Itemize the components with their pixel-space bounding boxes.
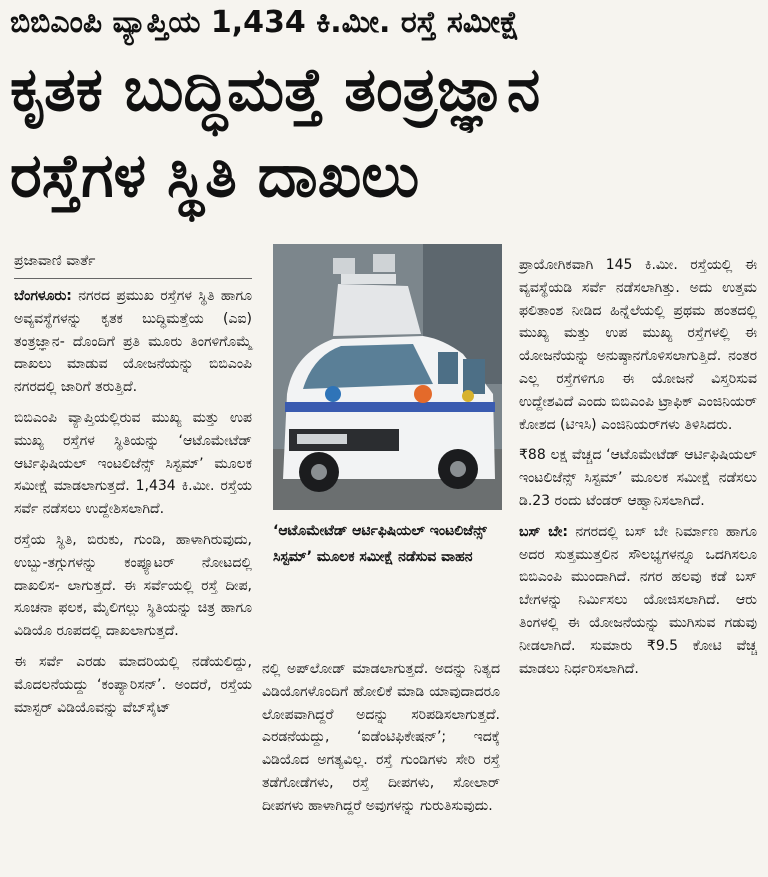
kicker: ಬಿಬಿಎಂಪಿ ವ್ಯಾಪ್ತಿಯ 1,434 ಕಿ.ಮೀ. ರಸ್ತೆ ಸಮೀಕ್ಷೆ bbox=[10, 5, 520, 40]
van-illustration bbox=[273, 244, 502, 510]
paragraph: ರಸ್ತೆಯ ಸ್ಥಿತಿ, ಬಿರುಕು, ಗುಂಡಿ, ಹಾಳಾಗಿರುವುದು, ಉಬ್ಬು-ತಗ್ಗುಗಳನ್ನು ಕಂಪ್ಯೂಟರ್ ನೋಟದಲ್ಲಿ ದಾಖಲಿಸ- ಲಾಗುತ್ತದೆ. ಈ ಸರ್ವೆಯಲ್ಲಿ ರಸ್ತೆ ದೀಪ, ಸೂಚನಾ ಫಲಕ, ಮೈಲಿಗಲ್ಲು ಸ್ಥಿತಿಯನ್ನು ಚಿತ್ರ ಹಾಗೂ ವಿಡಿಯೊ ರೂಪದಲ್ಲಿ ದಾಖಲಾಗುತ್ತದೆ. bbox=[14, 531, 252, 640]
paragraph bbox=[519, 521, 757, 681]
column-1 bbox=[14, 250, 252, 727]
paragraph-text: ನಗರದಲ್ಲಿ ಬಸ್ ಬೇ ನಿರ್ಮಾಣ ಹಾಗೂ ಅದರ ಸುತ್ತಮುತ್ತಲಿನ ಸೌಲಭ್ಯಗಳನ್ನೂ ಒದಗಿಸಲೂ ಬಿಬಿಎಂಪಿ ಮುಂದಾಗಿದೆ. ನಗರ ಹಲವು ಕಡೆ ಬಸ್ ಬೇಗಳನ್ನು ನಿರ್ಮಿಸಲು ಯೋಜಿಸಲಾಗಿದೆ. ಆರು ತಿಂಗಳಲ್ಲಿ ಈ ಯೋಜನೆಯನ್ನು ಮುಗಿಸುವ ಗಡುವು ನೀಡಲಾಗಿದೆ. ಸುಮಾರು ₹9.5 ಕೋಟಿ ವೆಚ್ಚ ಮಾಡಲು ನಿರ್ಧರಿಸಲಾಗಿದೆ. bbox=[519, 523, 758, 677]
dateline: ಬೆಂಗಳೂರು: bbox=[14, 288, 72, 304]
paragraph: ಬಿಬಿಎಂಪಿ ವ್ಯಾಪ್ತಿಯಲ್ಲಿರುವ ಮುಖ್ಯ ಮತ್ತು ಉಪ ಮುಖ್ಯ ರಸ್ತೆಗಳ ಸ್ಥಿತಿಯನ್ನು ‘ಆಟೊಮೇಟೆಡ್ ಆರ್ಟಿಫಿಷಿಯಲ್ ಇಂಟಲಿಜೆನ್ಸ್ ಸಿಸ್ಟಮ್’ ಮೂಲಕ ಸಮೀಕ್ಷೆ ಮಾಡಲಾಗುತ್ತದೆ. 1,434 ಕಿ.ಮೀ. ರಸ್ತೆಯ ಸರ್ವೆ ನಡೆಸಲು ಉದ್ದೇಶಿಸಲಾಗಿದೆ. bbox=[14, 409, 252, 518]
paragraph bbox=[14, 285, 252, 399]
subhead: ಬಸ್ ಬೇ: bbox=[519, 523, 568, 540]
paragraph: ಈ ಸರ್ವೆ ಎರಡು ಮಾದರಿಯಲ್ಲಿ ನಡೆಯಲಿದ್ದು, ಮೊದಲನೆಯದ್ದು ‘ಕಂಪ್ಯಾರಿಸನ್’. ಅಂದರೆ, ರಸ್ತೆಯ ಮಾಸ್ಟರ್ ವಿಡಿಯೊವನ್ನು ವೆಬ್‌ಸೈಟ್ bbox=[14, 653, 252, 716]
paragraph: ನಲ್ಲಿ ಅಪ್‌ಲೋಡ್ ಮಾಡಲಾಗುತ್ತದೆ. ಅದನ್ನು ನಿತ್ಯದ ವಿಡಿಯೊಗಳೊಂದಿಗೆ ಹೋಲಿಕೆ ಮಾಡಿ ಯಾವುದಾದರೂ ಲೋಪವಾಗಿದ್ದರೆ ಅದನ್ನು ಸರಿಪಡಿಸಲಾಗುತ್ತದೆ. ಎರಡನೆಯದ್ದು, ‘ಐಡೆಂಟಿಫಿಕೇಷನ್’; ಇದಕ್ಕೆ ವಿಡಿಯೊದ ಅಗತ್ಯವಿಲ್ಲ. ರಸ್ತೆ ಗುಂಡಿಗಳು ಸೇರಿ ರಸ್ತೆ ತಡೆಗೋಡೆಗಳು, ರಸ್ತೆ ದೀಪಗಳು, ಸೋಲಾರ್ ದೀಪಗಳು ಹಾಳಾಗಿದ್ದರೆ ಅವುಗಳನ್ನು ಗುರುತಿಸುವುದು. bbox=[262, 661, 500, 814]
photo-caption: ‘ಆಟೊಮೇಟೆಡ್ ಆರ್ಟಿಫಿಷಿಯಲ್ ಇಂಟಲಿಜೆನ್ಸ್ ಸಿಸ್ಟಮ್’ ಮೂಲಕ ಸಮೀಕ್ಷೆ ನಡೆಸುವ ವಾಹನ bbox=[273, 523, 487, 565]
column-2 bbox=[262, 658, 500, 826]
paragraph-text: ನಗರದ ಪ್ರಮುಖ ರಸ್ತೆಗಳ ಸ್ಥಿತಿ ಹಾಗೂ ಅವ್ಯವಸ್ಥೆಗಳನ್ನು ಕೃತಕ ಬುದ್ಧಿಮತ್ತೆಯ (ಎಐ) ತಂತ್ರಜ್ಞಾನ- ದೊಂದಿಗೆ ಪ್ರತಿ ಮೂರು ತಿಂಗಳಿಗೊಮ್ಮೆ ದಾಖಲು ಮಾಡುವ ಯೋಜನೆಯನ್ನು ಬಿಬಿಎಂಪಿ ನಗರದಲ್ಲಿ ಜಾರಿಗೆ ತರುತ್ತಿದೆ. bbox=[14, 288, 253, 396]
byline: ಪ್ರಜಾವಾಣಿ ವಾರ್ತೆ bbox=[14, 250, 252, 279]
paragraph: ಪ್ರಾಯೋಗಿಕವಾಗಿ 145 ಕಿ.ಮೀ. ರಸ್ತೆಯಲ್ಲಿ ಈ ವ್ಯವಸ್ಥೆಯಡಿ ಸರ್ವೆ ನಡೆಸಲಾಗಿತ್ತು. ಅದು ಉತ್ತಮ ಫಲಿತಾಂಶ ನೀಡಿದ ಹಿನ್ನೆಲೆಯಲ್ಲಿ ಪ್ರಥಮ ಹಂತದಲ್ಲಿ ಮುಖ್ಯ ಮತ್ತು ಉಪ ಮುಖ್ಯ ರಸ್ತೆಗಳಲ್ಲಿ ಈ ಯೋಜನೆಯನ್ನು ಅನುಷ್ಠಾನಗೊಳಿಸಲಾಗುತ್ತಿದೆ. ನಂತರ ಎಲ್ಲ ರಸ್ತೆಗಳಿಗೂ ಈ ಯೋಜನೆ ವಿಸ್ತರಿಸುವ ಉದ್ದೇಶವಿದೆ ಎಂದು ಬಿಬಿಎಂಪಿ ಟ್ರಾಫಿಕ್ ಎಂಜಿನಿಯರ್ ಕೋಶದ (ಟಿಇಸಿ) ಎಂಜಿನಿಯರ್‌ಗಳು ತಿಳಿಸಿದರು. bbox=[519, 257, 757, 433]
paragraph: ₹88 ಲಕ್ಷ ವೆಚ್ಚದ ‘ಆಟೊಮೇಟೆಡ್ ಆರ್ಟಿಫಿಷಿಯಲ್ ಇಂಟಲಿಜೆನ್ಸ್ ಸಿಸ್ಟಮ್’ ಮೂಲಕ ಸಮೀಕ್ಷೆ ನಡೆಸಲು ಡಿ.23 ರಂದು ಟೆಂಡರ್ ಆಹ್ವಾನಿಸಲಾಗಿದೆ. bbox=[519, 447, 757, 509]
survey-van-photo bbox=[273, 244, 502, 510]
headline-line-1: ಕೃತಕ ಬುದ್ಧಿಮತ್ತೆ ತಂತ್ರಜ್ಞಾನ bbox=[10, 55, 541, 125]
column-3 bbox=[519, 254, 757, 688]
headline-line-2: ರಸ್ತೆಗಳ ಸ್ಥಿತಿ ದಾಖಲು bbox=[10, 141, 420, 211]
